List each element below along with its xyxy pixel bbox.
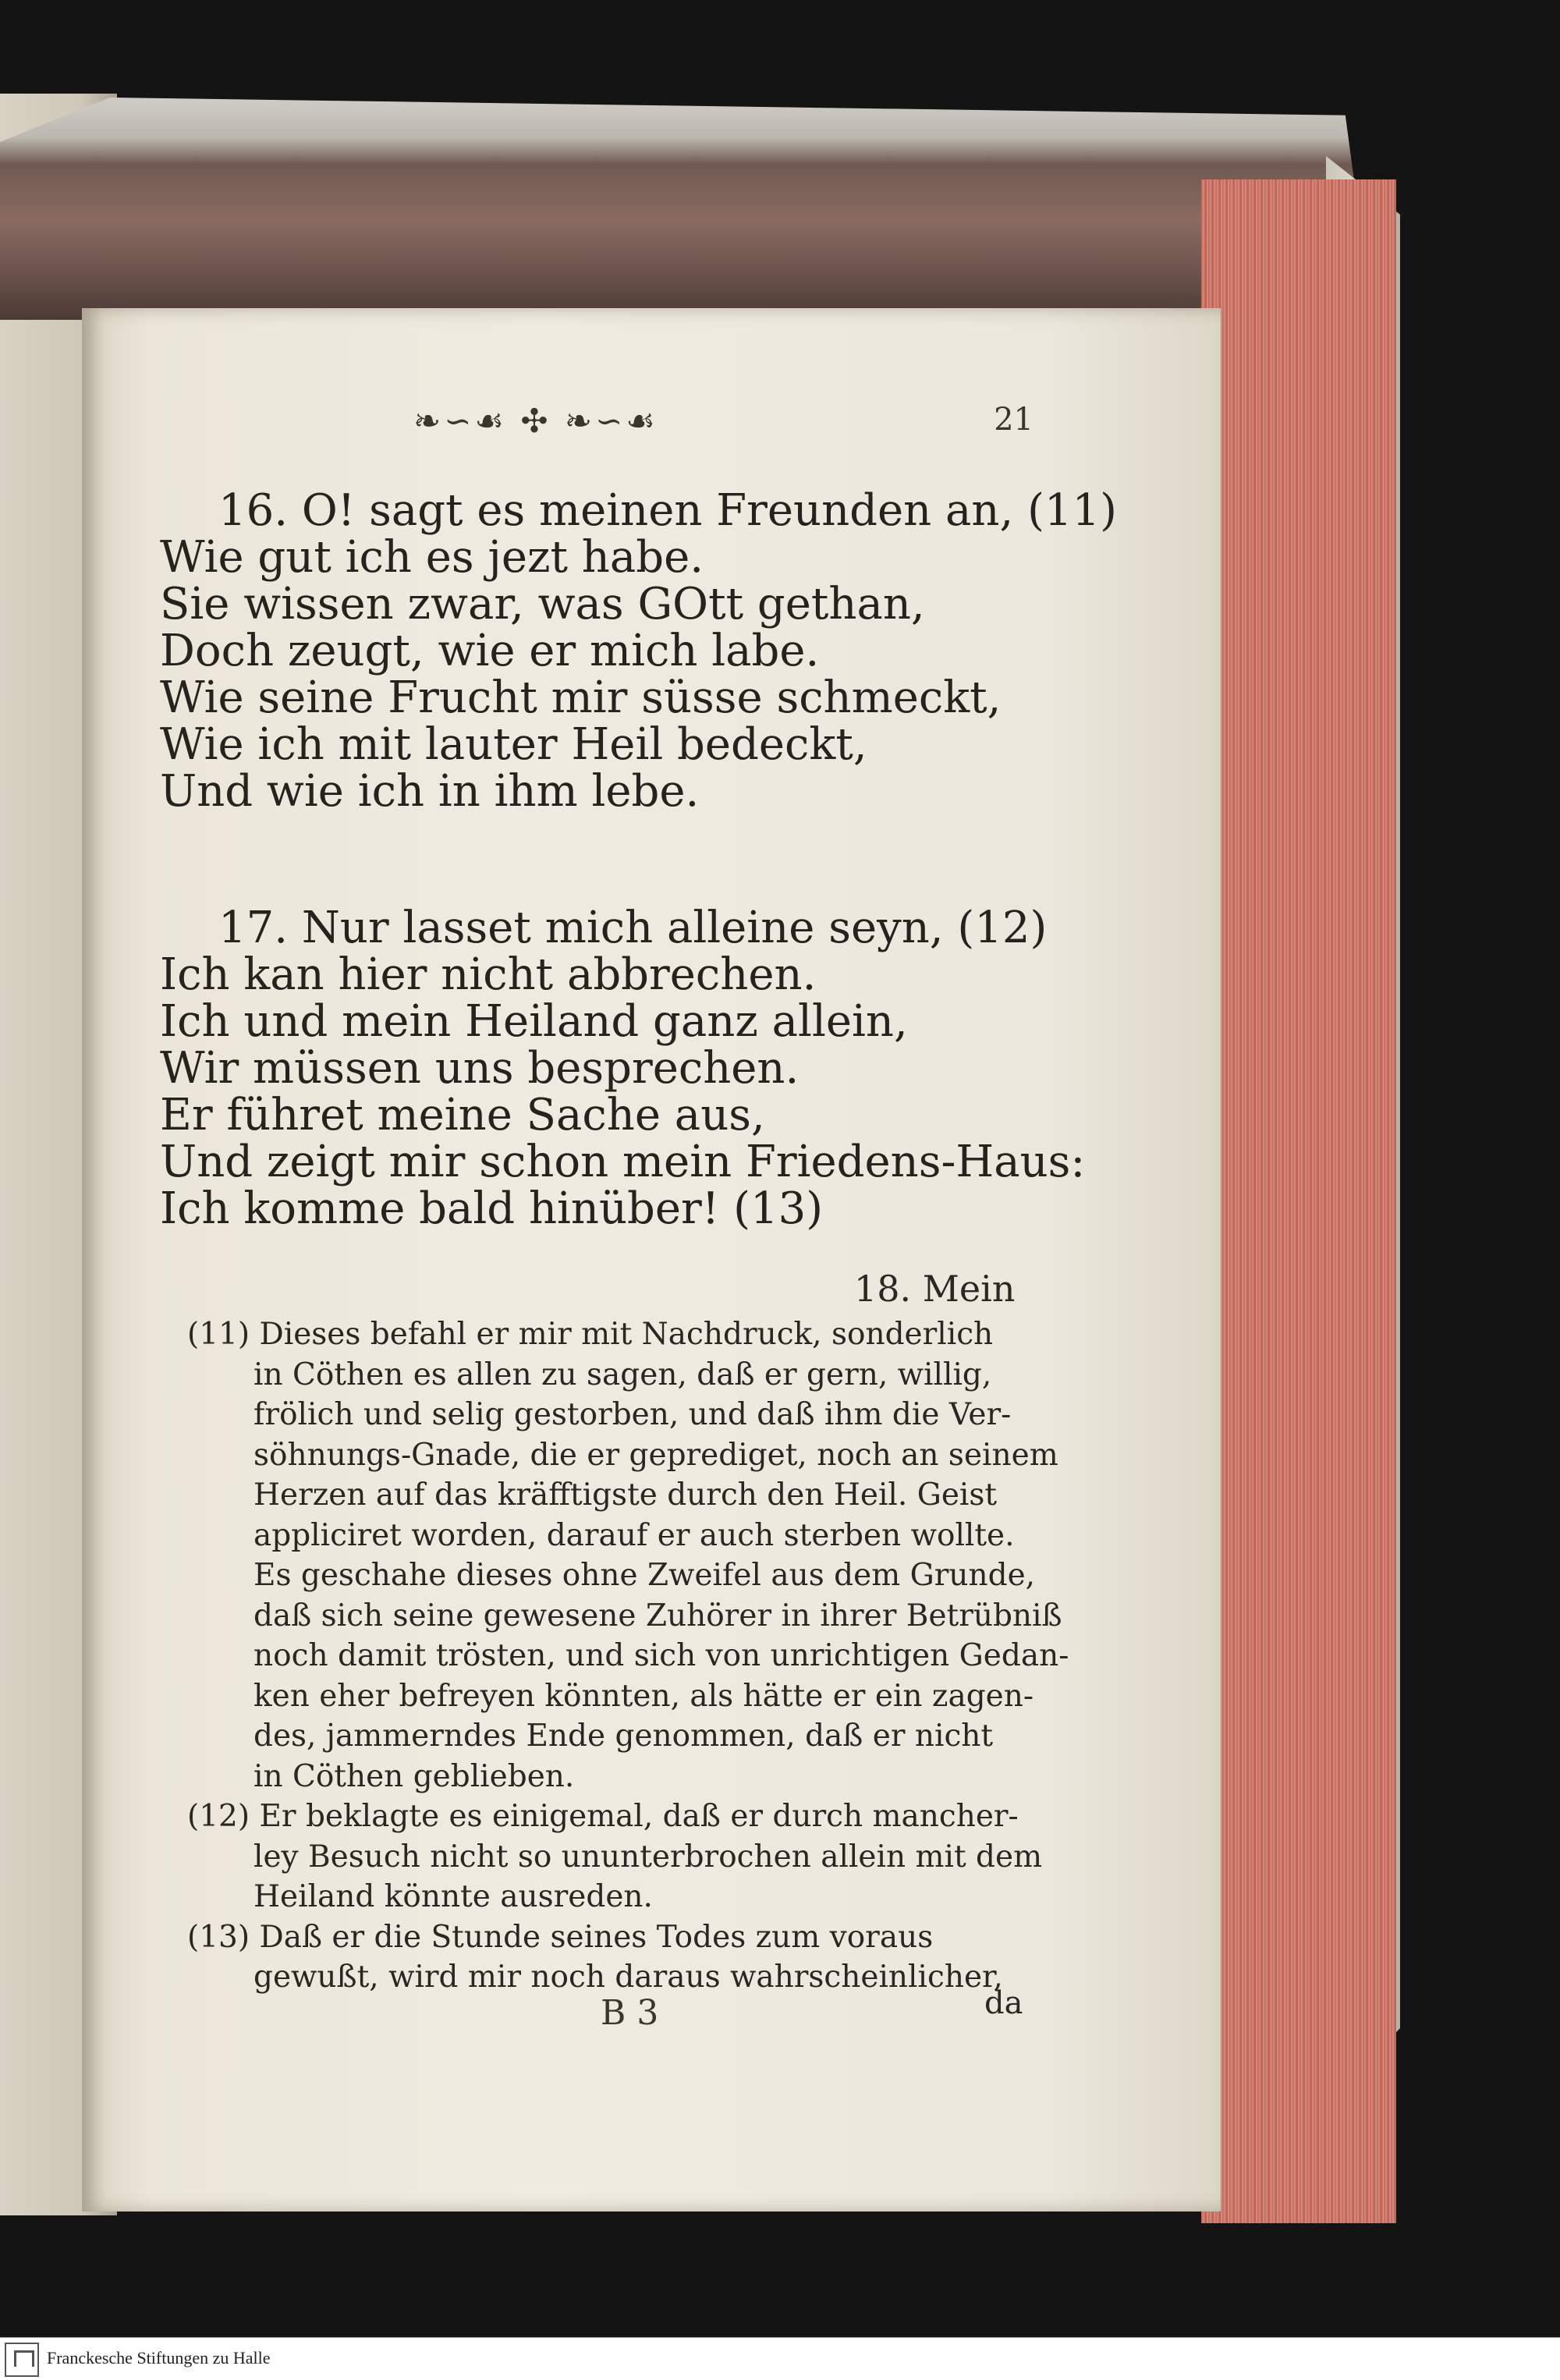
header-ornament: ❧∽☙ ✣ ❧∽☙ bbox=[413, 402, 658, 440]
stanza-line: Wie gut ich es jezt habe. bbox=[160, 532, 704, 583]
signature-mark: B 3 bbox=[601, 1993, 659, 2033]
footnote-line: ley Besuch nicht so ununterbrochen allein mit dem bbox=[254, 1839, 1043, 1875]
catchword: 18. Mein bbox=[854, 1268, 1016, 1310]
footnote-line: des, jammerndes Ende genommen, daß er nicht bbox=[254, 1718, 994, 1754]
stanza-line: Ich kan hier nicht abbrechen. bbox=[160, 949, 817, 1000]
footnote-line: gewußt, wird mir noch daraus wahrscheinlicher, bbox=[254, 1960, 1003, 1995]
stanza-16 bbox=[160, 485, 1118, 817]
institution-logo-icon bbox=[5, 2343, 39, 2377]
institution-name: Franckesche Stiftungen zu Halle bbox=[47, 2348, 271, 2368]
stanza-line: Doch zeugt, wie er mich labe. bbox=[160, 626, 820, 676]
footnote-11 bbox=[187, 1314, 1069, 1797]
footnote-line: Heiland könnte ausreden. bbox=[254, 1879, 653, 1914]
footnote-line: frölich und selig gestorben, und daß ihm die Ver- bbox=[254, 1397, 1012, 1432]
stanza-line: Wie seine Frucht mir süsse schmeckt, bbox=[160, 672, 1002, 723]
stanza-line: Und wie ich in ihm lebe. bbox=[160, 766, 700, 817]
footnote-line: söhnungs-Gnade, die er geprediget, noch an seinem bbox=[254, 1437, 1058, 1473]
stanza-line: 17. Nur lasset mich alleine seyn, (12) bbox=[218, 903, 1048, 953]
page-number: 21 bbox=[994, 402, 1034, 438]
stanza-line: Er führet meine Sache aus, bbox=[160, 1090, 765, 1140]
stanza-line: Und zeigt mir schon mein Friedens-Haus: bbox=[160, 1137, 1086, 1187]
footnote-line: in Cöthen es allen zu sagen, daß er gern, willig, bbox=[254, 1357, 992, 1392]
footnote-line: Es geschahe dieses ohne Zweifel aus dem Grunde, bbox=[254, 1558, 1036, 1593]
footnote-line: noch damit trösten, und sich von unrichtigen Gedan- bbox=[254, 1638, 1069, 1673]
footnote-line: ken eher befreyen könnten, als hätte er ein zagen- bbox=[254, 1678, 1034, 1714]
footnote-line: (13) Daß er die Stunde seines Todes zum voraus bbox=[187, 1919, 934, 1955]
stanza-line: Ich komme bald hinüber! (13) bbox=[160, 1183, 824, 1234]
stanza-line: Ich und mein Heiland ganz allein, bbox=[160, 996, 908, 1047]
stanza-line: 16. O! sagt es meinen Freunden an, (11) bbox=[218, 485, 1118, 536]
stanza-17 bbox=[160, 903, 1086, 1234]
red-page-edges bbox=[1201, 179, 1396, 2223]
book-top-edge bbox=[0, 98, 1373, 320]
stanza-line: Wie ich mit lauter Heil bedeckt, bbox=[160, 719, 867, 770]
footnote-12 bbox=[187, 1797, 1043, 1917]
footnote-line: in Cöthen geblieben. bbox=[254, 1758, 575, 1794]
stanza-line: Sie wissen zwar, was GOtt gethan, bbox=[160, 579, 925, 630]
footnote-line: appliciret worden, darauf er auch sterben wollte. bbox=[254, 1517, 1015, 1553]
catchword-bottom: da bbox=[984, 1985, 1023, 2021]
stanza-line: Wir müssen uns besprechen. bbox=[160, 1043, 800, 1094]
footer-bar bbox=[0, 2337, 1560, 2380]
page-header bbox=[413, 402, 1034, 449]
footnote-line: Herzen auf das kräfftigste durch den Heil. Geist bbox=[254, 1477, 998, 1513]
footnotes bbox=[187, 1314, 1069, 1998]
footnote-13 bbox=[187, 1917, 1034, 1998]
footnote-line: daß sich seine gewesene Zuhörer in ihrer Betrübniß bbox=[254, 1598, 1062, 1633]
footnote-line: (12) Er beklagte es einigemal, daß er durch mancher- bbox=[187, 1799, 1019, 1834]
footnote-line: (11) Dieses befahl er mir mit Nachdruck, sonderlich bbox=[187, 1317, 994, 1352]
